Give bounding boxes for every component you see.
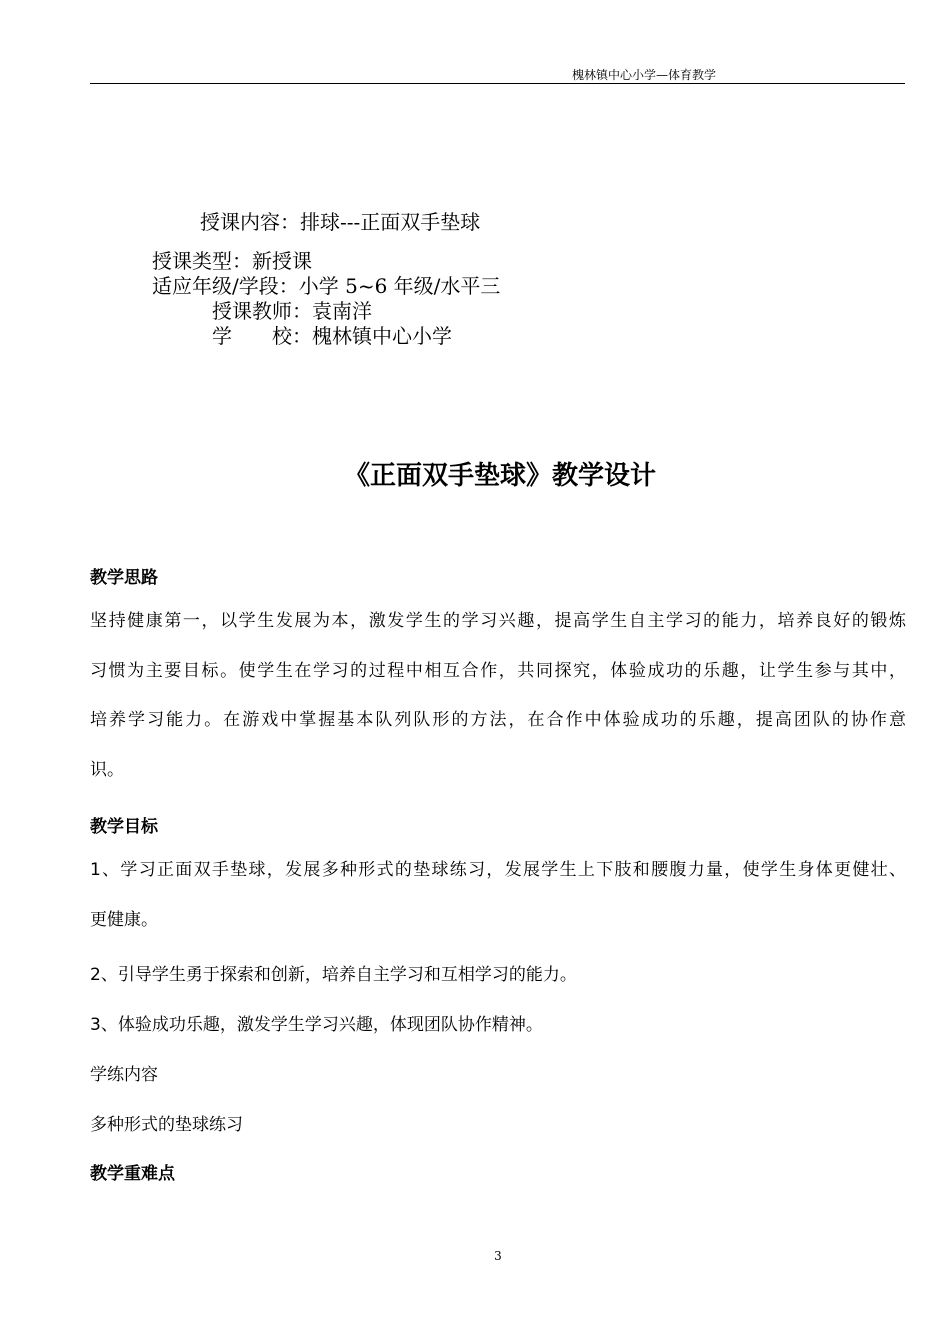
approach-paragraph [90, 597, 906, 795]
page-number: 3 [494, 1249, 502, 1263]
lesson-type: 授课类型：新授课 [152, 249, 312, 273]
lesson-content: 授课内容：排球---正面双手垫球 [200, 210, 481, 234]
goals-heading: 教学目标 [90, 817, 158, 837]
lesson-grade: 适应年级/学段：小学 5~6 年级/水平三 [152, 274, 501, 298]
running-header: 槐林镇中心小学—体育教学 [572, 68, 717, 82]
goal-2: 2、引导学生勇于探索和创新，培养自主学习和互相学习的能力。 [90, 965, 577, 985]
approach-line: 坚持健康第一，以学生发展为本，激发学生的学习兴趣，提高学生自主学习的能力，培养良好的锻炼 [90, 611, 906, 631]
approach-heading: 教学思路 [90, 568, 158, 588]
document-title: 《正面双手垫球》教学设计 [343, 461, 656, 491]
practice-heading: 学练内容 [90, 1065, 158, 1085]
goal-1-line: 更健康。 [90, 909, 158, 930]
lesson-school: 学 校：槐林镇中心小学 [212, 324, 452, 348]
header-rule [90, 83, 905, 84]
goal-1-paragraph [90, 846, 906, 945]
goal-3: 3、体验成功乐趣，激发学生学习兴趣，体现团队协作精神。 [90, 1015, 543, 1035]
lesson-teacher: 授课教师：袁南洋 [212, 299, 372, 323]
practice-content: 多种形式的垫球练习 [90, 1115, 243, 1135]
key-points-heading: 教学重难点 [90, 1164, 175, 1184]
approach-line: 培养学习能力。在游戏中掌握基本队列队形的方法，在合作中体验成功的乐趣，提高团队的协作意 [90, 710, 906, 730]
approach-line: 识。 [90, 759, 124, 780]
goal-1-line: 1、学习正面双手垫球，发展多种形式的垫球练习，发展学生上下肢和腰腹力量，使学生身体更健壮、 [90, 860, 906, 880]
approach-line: 习惯为主要目标。使学生在学习的过程中相互合作，共同探究，体验成功的乐趣，让学生参与其中， [90, 660, 906, 681]
